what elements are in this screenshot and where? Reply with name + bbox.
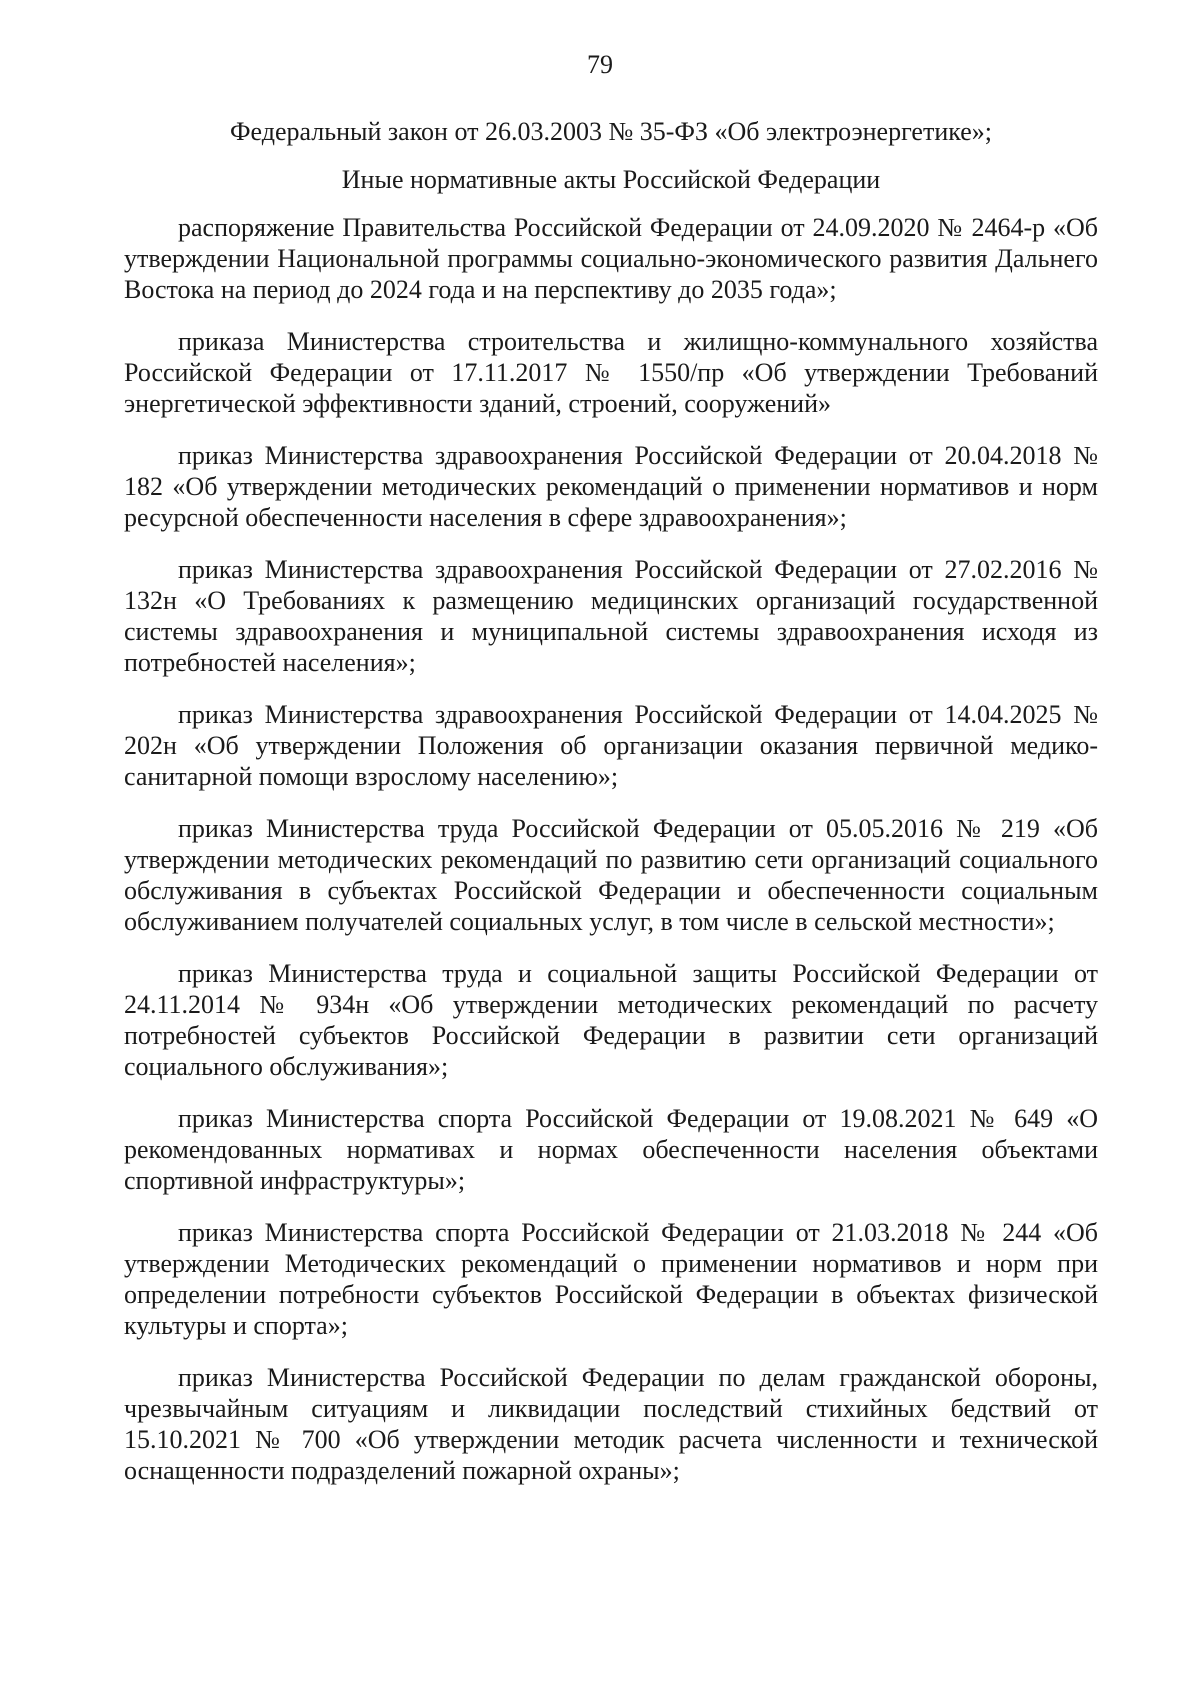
paragraph-minstroy-order: приказа Министерства строительства и жилищно-коммунального хозяйства Российской Федерации от 17.11.2017 № 1550/пр «Об утверждении Требований энергетической эффективности зданий, строений, сооружений» xyxy=(124,327,1098,418)
paragraph-minzdrav-order-182: приказ Министерства здравоохранения Российской Федерации от 20.04.2018 № 182 «Об утверждении методических рекомендаций о применении нормативов и норм ресурсной обеспеченности населения в сфере здравоохранения»; xyxy=(124,441,1098,532)
law-reference-line: Федеральный закон от 26.03.2003 № 35-ФЗ «Об электроэнергетике»; xyxy=(230,117,992,146)
paragraph-mintrud-order-934n: приказ Министерства труда и социальной защиты Российской Федерации от 24.11.2014 № 934н «Об утверждении методических рекомендаций по расчету потребностей субъектов Российской Федерации в развитии сети организаций социального обслуживания»; xyxy=(124,959,1098,1081)
paragraph-minsport-order-244: приказ Министерства спорта Российской Федерации от 21.03.2018 № 244 «Об утверждении Методических рекомендаций о применении нормативов и норм при определении потребности субъектов Российской Федерации в объектах физической культуры и спорта»; xyxy=(124,1218,1098,1340)
paragraph-mchs-order-700: приказ Министерства Российской Федерации по делам гражданской обороны, чрезвычайным ситуациям и ликвидации последствий стихийных бедствий от 15.10.2021 № 700 «Об утверждении методик расчета численности и технической оснащенности подразделений пожарной охраны»; xyxy=(124,1363,1098,1485)
paragraph-minzdrav-order-202n: приказ Министерства здравоохранения Российской Федерации от 14.04.2025 № 202н «Об утверждении Положения об организации оказания первичной медико-санитарной помощи взрослому населению»; xyxy=(124,700,1098,791)
section-heading: Иные нормативные акты Российской Федерации xyxy=(341,165,881,194)
paragraph-minzdrav-order-132n: приказ Министерства здравоохранения Российской Федерации от 27.02.2016 № 132н «О Требованиях к размещению медицинских организаций государственной системы здравоохранения и муниципальной системы здравоохранения исходя из потребностей населения»; xyxy=(124,555,1098,677)
page-number: 79 xyxy=(587,50,613,79)
document-body xyxy=(124,116,1098,1507)
paragraph-far-east-program: распоряжение Правительства Российской Федерации от 24.09.2020 № 2464-р «Об утверждении Национальной программы социально-экономического развития Дальнего Востока на период до 2024 года и на перспективу до 2035 года»; xyxy=(124,213,1098,304)
paragraph-mintrud-order-219: приказ Министерства труда Российской Федерации от 05.05.2016 № 219 «Об утверждении методических рекомендаций по развитию сети организаций социального обслуживания в субъектах Российской Федерации и обеспеченности социальным обслуживанием получателей социальных услуг, в том числе в сельской местности»; xyxy=(124,814,1098,936)
paragraph-minsport-order-649: приказ Министерства спорта Российской Федерации от 19.08.2021 № 649 «О рекомендованных нормативах и нормах обеспеченности населения объектами спортивной инфраструктуры»; xyxy=(124,1104,1098,1195)
